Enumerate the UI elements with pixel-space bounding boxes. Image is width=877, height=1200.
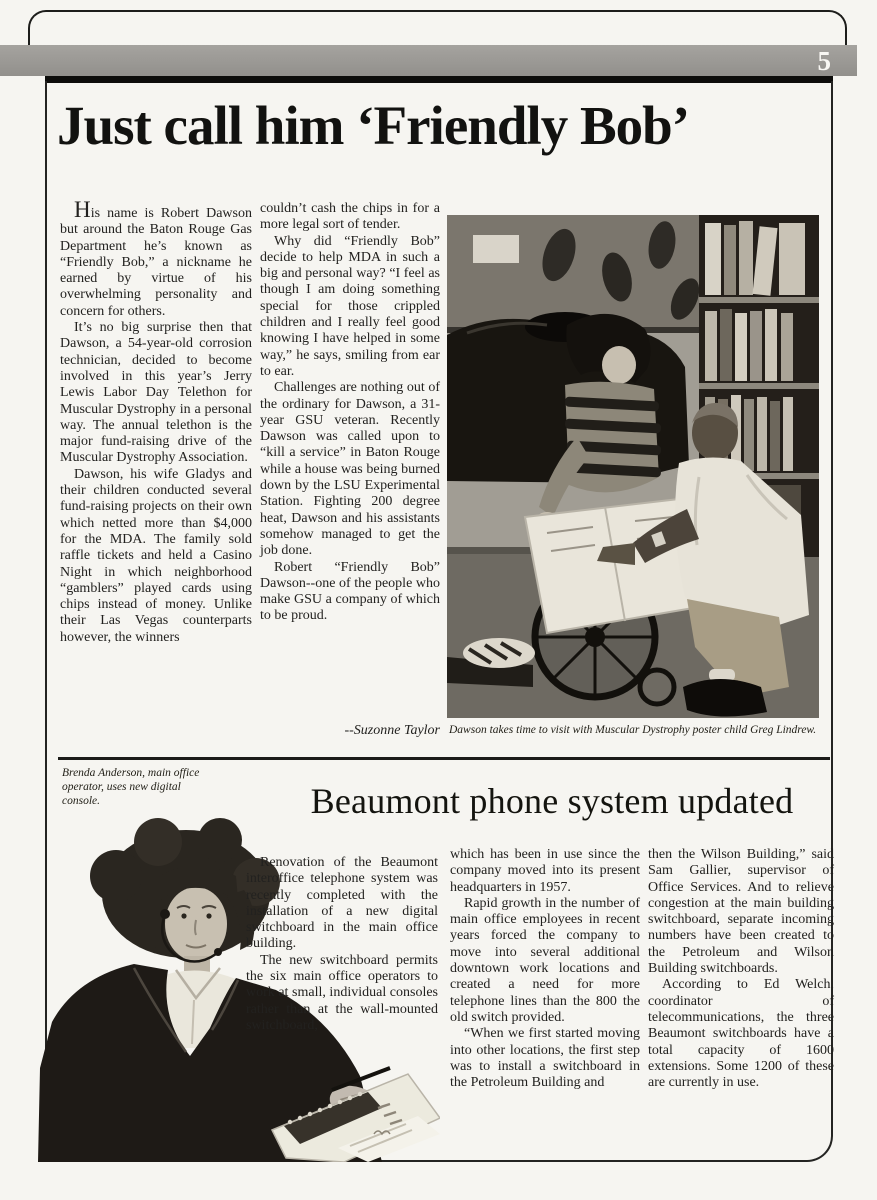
article2-column-3 [648, 847, 834, 1091]
article1-column-2 [260, 201, 440, 625]
article2-column-2 [450, 847, 640, 1091]
paragraph: Renovation of the Beaumont interoffice telephone system was recently completed with the installation of a new digital switchboard in the main office building. [246, 855, 438, 952]
paragraph: It’s no big surprise then that Dawson, a 54-year-old corrosion technician, decided to become involved in this year’s Jerry Lewis Labor Day Telethon for Muscular Dystrophy in a personal way. The annual telethon is the major fund-raising drive of the Muscular Dystrophy Association. [60, 320, 252, 466]
paragraph: Rapid growth in the number of main office employees in recent years forced the company to move into several additional downtown work locations and created a need for more telephone lines than the 800 the old switch provided. [450, 895, 640, 1025]
paragraph: Why did “Friendly Bob” decide to help MDA in such a big and personal way? “I feel as though I am doing something special for those crippled children and I really feel good knowing I have helped in some way,” he says, smiling from ear to ear. [260, 233, 440, 379]
article1-headline: Just call him ‘Friendly Bob’ [57, 95, 690, 156]
page-number: 5 [817, 46, 831, 76]
article1-column-1 [60, 196, 252, 646]
header-gray-bar [0, 45, 857, 76]
article2-headline: Beaumont phone system updated [310, 781, 794, 821]
paragraph: According to Ed Welch, coordinator of telecommunications, the three Beaumont switchboards have a total capacity of 1600 extensions. Some 1200 of these are currently in use. [648, 977, 834, 1091]
dawson-photo-art [447, 215, 819, 718]
paragraph: “When we first started moving into other locations, the first step was to install a switchboard in the Petroleum Building and [450, 1026, 640, 1091]
article2-column-1 [246, 855, 438, 1034]
paragraph: The new switchboard permits the six main office operators to work at small, individual consoles rather than at the wall-mounted switchboard, [246, 952, 438, 1033]
section-divider [58, 757, 830, 760]
paragraph: couldn’t cash the chips in for a more legal sort of tender. [260, 201, 440, 233]
paragraph: then the Wilson Building,” said Sam Gallier, supervisor of Office Services. And to relieve congestion at the main building switchboard, separate incoming numbers have been created to the Petroleum and Wilson Building switchboards. [648, 847, 834, 977]
article1-byline: --Suzonne Taylor [344, 723, 440, 738]
paragraph: Dawson, his wife Gladys and their children conducted several fund-raising projects on their own which netted more than $4,000 for the MDA. The family sold raffle tickets and held a Casino Night in which neighborhood “gamblers” played cards using chips instead of money. Unlike their Las Vegas counterparts however, the winners [60, 466, 252, 645]
paragraph: His name is Robert Dawson but around the Baton Rouge Gas Department he’s known as “Friendly Bob,” a nickname he earned by virtue of his overwhelming personality and concern for others. [60, 196, 252, 319]
dawson-photo-caption: Dawson takes time to visit with Muscular Dystrophy poster child Greg Lindrew. [449, 724, 817, 736]
paragraph: which has been in use since the company moved into its present headquarters in 1957. [450, 847, 640, 895]
paragraph: Robert “Friendly Bob” Dawson--one of the people who make GSU a company of which to be proud. [260, 559, 440, 624]
anderson-photo-caption: Brenda Anderson, main office operator, uses new digital console. [62, 767, 200, 807]
dawson-photo [447, 215, 819, 718]
paragraph: Challenges are nothing out of the ordinary for Dawson, a 31-year GSU veteran. Recently Dawson was called upon to “kill a service” in Baton Rouge while a house was being burned down by the LSU Experimental Station. Fighting 200 degree heat, Dawson and his assistants somehow managed to get the job done. [260, 380, 440, 559]
